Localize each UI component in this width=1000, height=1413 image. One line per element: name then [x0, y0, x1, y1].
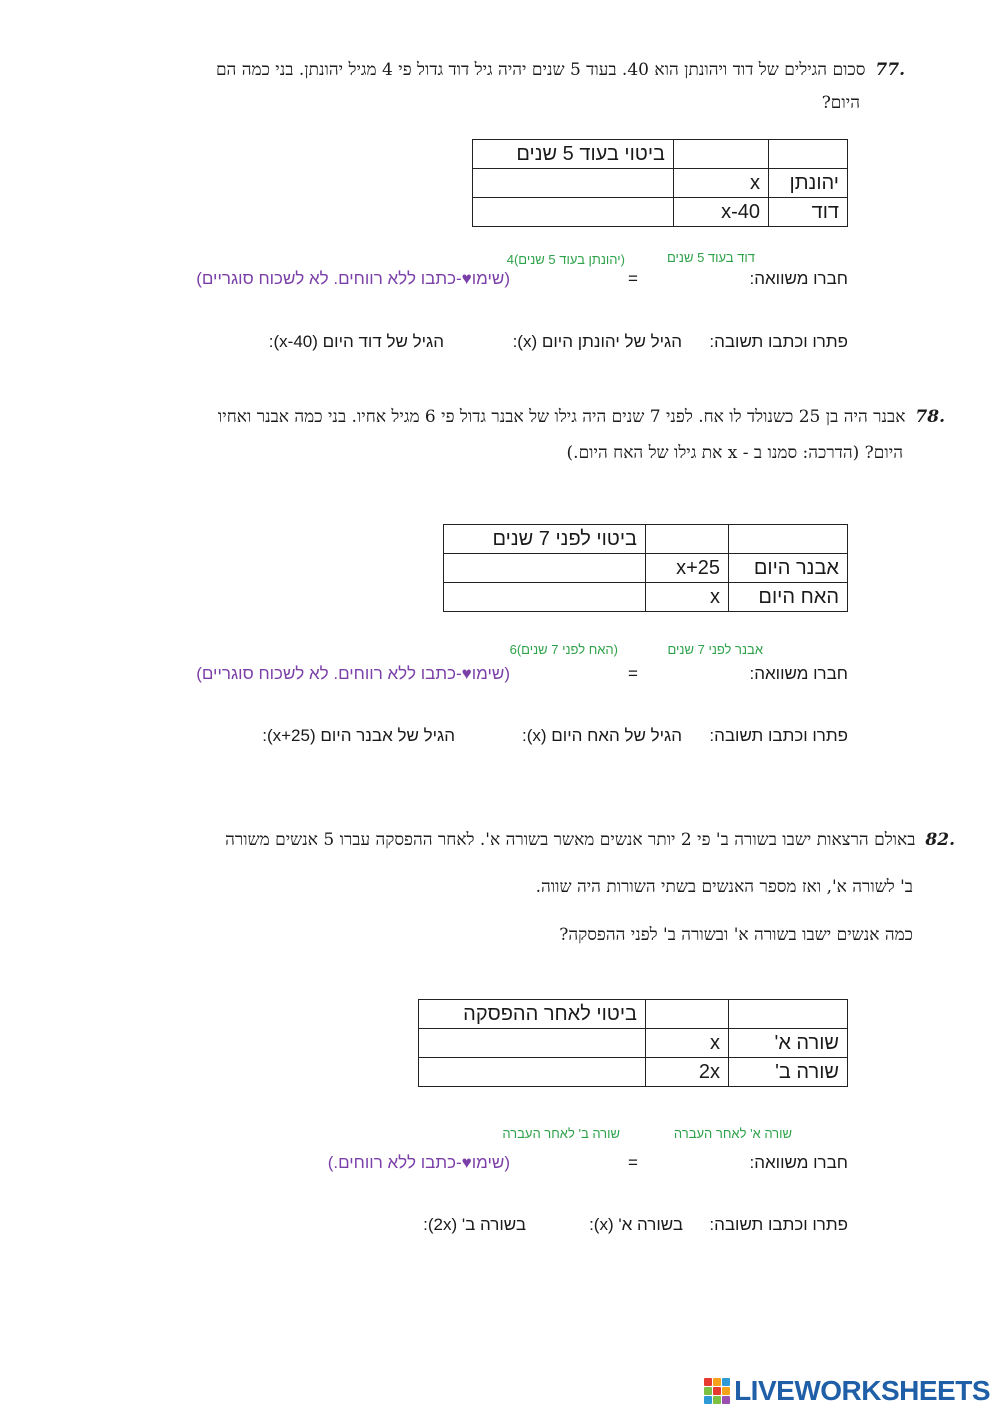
table-cell	[674, 140, 769, 169]
q82-text-line1: .82באולם הרצאות ישבו בשורה ב' פי 2 יותר אנשים מאשר בשורה א'. לאחר ההפסקה עברו 5 אנשים משורה	[225, 830, 955, 850]
q82-hint-left: שורה א' לאחר העברה	[673, 1126, 792, 1141]
table-cell	[646, 525, 729, 554]
table-header-cell: ביטוי לפני 7 שנים	[444, 525, 646, 554]
table-row	[444, 583, 848, 612]
q78-text-line1: .78אבנר היה בן 25 כשנולד לו אח. לפני 7 שנים היה גילו של אבנר גדול פי 6 מגיל אחיו. בני כמה אבנר ואחיו	[217, 407, 945, 427]
q78-hint-left: אבנר לפני 7 שנים	[667, 642, 763, 657]
q78-note: (שימו♥-כתבו ללא רווחים. לא לשכוח סוגריים)	[196, 664, 510, 683]
table-row-label: שורה ב'	[729, 1058, 848, 1087]
q82-text-line3: כמה אנשים ישבו בשורה א' ובשורה ב' לפני ההפסקה?	[559, 925, 913, 945]
q78-answer1-label: הגיל של האח היום (x):	[521, 726, 682, 745]
liveworksheets-logo-icon	[704, 1378, 730, 1404]
table-cell: x	[646, 583, 729, 612]
answer-input-cell[interactable]	[473, 169, 674, 198]
q82-equals-sign: =	[628, 1153, 638, 1172]
q78-hint-right: (האח לפני 7 שנים)6	[509, 642, 618, 657]
q77-answer2-label: הגיל של דוד היום (40-x):	[268, 332, 444, 351]
table-row	[419, 1058, 848, 1087]
table-cell	[729, 525, 848, 554]
q77-text-line2: היום?	[821, 93, 860, 113]
table-cell	[769, 140, 848, 169]
q82-number: .82	[925, 830, 955, 850]
q78-equals-sign: =	[628, 664, 638, 683]
q82-answer2-label: בשורה ב' (2x):	[423, 1215, 526, 1234]
answer-input-cell[interactable]	[419, 1029, 646, 1058]
liveworksheets-logo[interactable]	[704, 1374, 990, 1408]
q77-equals-sign: =	[628, 269, 638, 288]
q82-hint-right: שורה ב' לאחר העברה	[502, 1126, 620, 1141]
q77-number: .77	[875, 60, 905, 80]
q82-equation-label: חברו משוואה:	[749, 1153, 848, 1172]
table-cell: x	[674, 169, 769, 198]
table-row-label: יהונתן	[769, 169, 848, 198]
table-cell: 40-x	[674, 198, 769, 227]
table-header-row	[444, 525, 848, 554]
table-header-row	[419, 1000, 848, 1029]
q78-solve-label: פתרו וכתבו תשובה:	[709, 726, 848, 745]
table-row-label: דוד	[769, 198, 848, 227]
q77-table	[472, 139, 848, 227]
q77-answer1-label: הגיל של יהונתן היום (x):	[512, 332, 682, 351]
answer-input-cell[interactable]	[419, 1058, 646, 1087]
q78-answer2-label: הגיל של אבנר היום (25+x):	[262, 726, 455, 745]
q77-note: (שימו♥-כתבו ללא רווחים. לא לשכוח סוגריים)	[196, 269, 510, 288]
table-header-cell: ביטוי בעוד 5 שנים	[473, 140, 674, 169]
table-row	[473, 198, 848, 227]
answer-input-cell[interactable]	[444, 554, 646, 583]
table-row-label: אבנר היום	[729, 554, 848, 583]
q82-note: (שימו♥-כתבו ללא רווחים.)	[327, 1153, 510, 1172]
q82-text-line2: ב' לשורה א', ואז מספר האנשים בשתי השורות היה שווה.	[535, 877, 913, 897]
table-header-cell: ביטוי לאחר ההפסקה	[419, 1000, 646, 1029]
answer-input-cell[interactable]	[473, 198, 674, 227]
table-cell	[729, 1000, 848, 1029]
logo-text: LIVEWORKSHEETS	[734, 1375, 990, 1406]
q77-hint-right: (יהונתן בעוד 5 שנים)4	[506, 252, 625, 267]
q77-hint-left: דוד בעוד 5 שנים	[666, 250, 755, 265]
q78-table	[443, 524, 848, 612]
table-cell: 2x	[646, 1058, 729, 1087]
table-cell: 25+x	[646, 554, 729, 583]
q78-text-line2: היום? (הדרכה: סמנו ב - x את גילו של האח היום.)	[566, 443, 903, 463]
table-row-label: האח היום	[729, 583, 848, 612]
table-row	[473, 169, 848, 198]
table-row	[419, 1029, 848, 1058]
q82-table	[418, 999, 848, 1087]
q82-answer1-label: בשורה א' (x):	[589, 1215, 683, 1234]
q78-equation-label: חברו משוואה:	[749, 664, 848, 683]
table-row-label: שורה א'	[729, 1029, 848, 1058]
q77-text-line1: .77סכום הגילים של דוד ויהונתן הוא 40. בעוד 5 שנים יהיה גיל דוד גדול פי 4 מגיל יהונתן. בני כמה הם	[215, 60, 905, 80]
table-row	[444, 554, 848, 583]
table-header-row	[473, 140, 848, 169]
q82-solve-label: פתרו וכתבו תשובה:	[709, 1215, 848, 1234]
table-cell: x	[646, 1029, 729, 1058]
q78-number: .78	[915, 407, 945, 427]
q77-solve-label: פתרו וכתבו תשובה:	[709, 332, 848, 351]
answer-input-cell[interactable]	[444, 583, 646, 612]
q77-equation-label: חברו משוואה:	[749, 269, 848, 288]
table-cell	[646, 1000, 729, 1029]
